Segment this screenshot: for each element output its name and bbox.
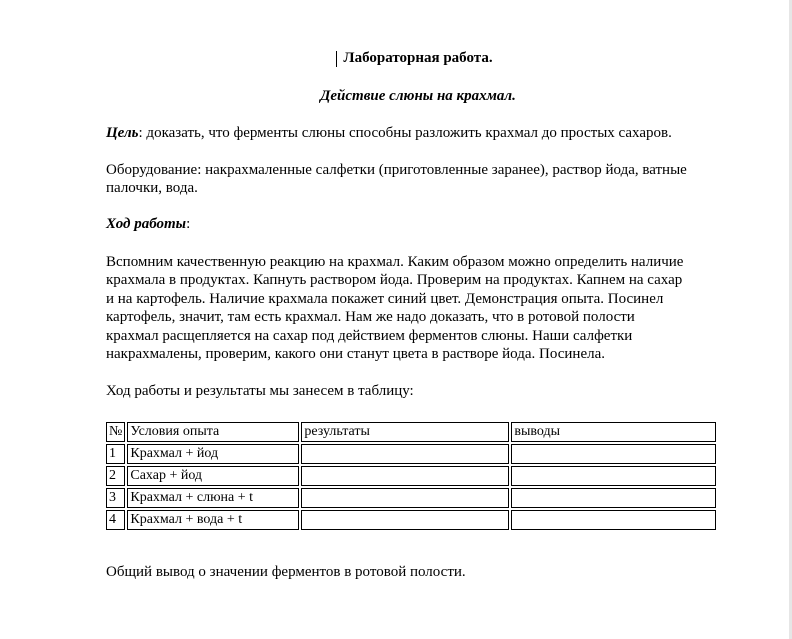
document-title: Лабораторная работа. bbox=[343, 50, 493, 66]
table-row bbox=[106, 488, 716, 508]
row-results bbox=[301, 510, 509, 530]
procedure-line-5: крахмал расщепляется на сахар под действием ферментов слюны. Наши салфетки bbox=[106, 328, 633, 344]
procedure-label: Ход работы bbox=[106, 216, 187, 232]
row-conditions: Крахмал + вода + t bbox=[127, 510, 299, 530]
equipment-line-2: палочки, вода. bbox=[106, 180, 198, 196]
header-conditions: Условия опыта bbox=[127, 422, 299, 442]
procedure-line-6: накрахмалены, проверим, какого они станут цвета в растворе йода. Посинела. bbox=[106, 346, 605, 362]
row-conclusions bbox=[511, 488, 716, 508]
header-number: № bbox=[106, 422, 125, 442]
row-number: 2 bbox=[106, 466, 125, 486]
procedure-line-2: крахмала в продуктах. Капнуть раствором йода. Проверим на продуктах. Капнем на сахар bbox=[106, 272, 683, 288]
procedure-line-3: и на картофель. Наличие крахмала покажет синий цвет. Демонстрация опыта. Посинел bbox=[106, 291, 664, 307]
row-conditions: Крахмал + слюна + t bbox=[127, 488, 299, 508]
equipment-line-1: Оборудование: накрахмаленные салфетки (приготовленные заранее), раствор йода, ватные bbox=[106, 162, 687, 178]
procedure-line-4: картофель, значит, там есть крахмал. Нам же надо доказать, что в ротовой полости bbox=[106, 309, 635, 325]
row-number: 4 bbox=[106, 510, 125, 530]
row-number: 1 bbox=[106, 444, 125, 464]
row-results bbox=[301, 488, 509, 508]
row-number: 3 bbox=[106, 488, 125, 508]
conclusion-line: Общий вывод о значении ферментов в ротовой полости. bbox=[106, 564, 466, 580]
row-results bbox=[301, 444, 509, 464]
goal-text: : доказать, что ферменты слюны способны разложить крахмал до простых сахаров. bbox=[138, 125, 672, 141]
header-results: результаты bbox=[301, 422, 509, 442]
table-header-row bbox=[106, 422, 716, 442]
table-row bbox=[106, 510, 716, 530]
results-table bbox=[104, 420, 718, 532]
procedure-line-1: Вспомним качественную реакцию на крахмал. Каким образом можно определить наличие bbox=[106, 254, 684, 270]
row-conclusions bbox=[511, 510, 716, 530]
row-results bbox=[301, 466, 509, 486]
row-conclusions bbox=[511, 444, 716, 464]
header-conclusions: выводы bbox=[511, 422, 716, 442]
procedure-heading bbox=[106, 215, 190, 234]
table-intro: Ход работы и результаты мы занесем в таблицу: bbox=[106, 383, 414, 399]
row-conditions: Крахмал + йод bbox=[127, 444, 299, 464]
goal-paragraph bbox=[106, 124, 672, 143]
goal-label: Цель bbox=[106, 125, 139, 141]
table-row bbox=[106, 466, 716, 486]
document-subtitle: Действие слюны на крахмал. bbox=[320, 88, 516, 104]
row-conclusions bbox=[511, 466, 716, 486]
table-row bbox=[106, 444, 716, 464]
row-conditions: Сахар + йод bbox=[127, 466, 299, 486]
procedure-colon: : bbox=[186, 216, 191, 232]
